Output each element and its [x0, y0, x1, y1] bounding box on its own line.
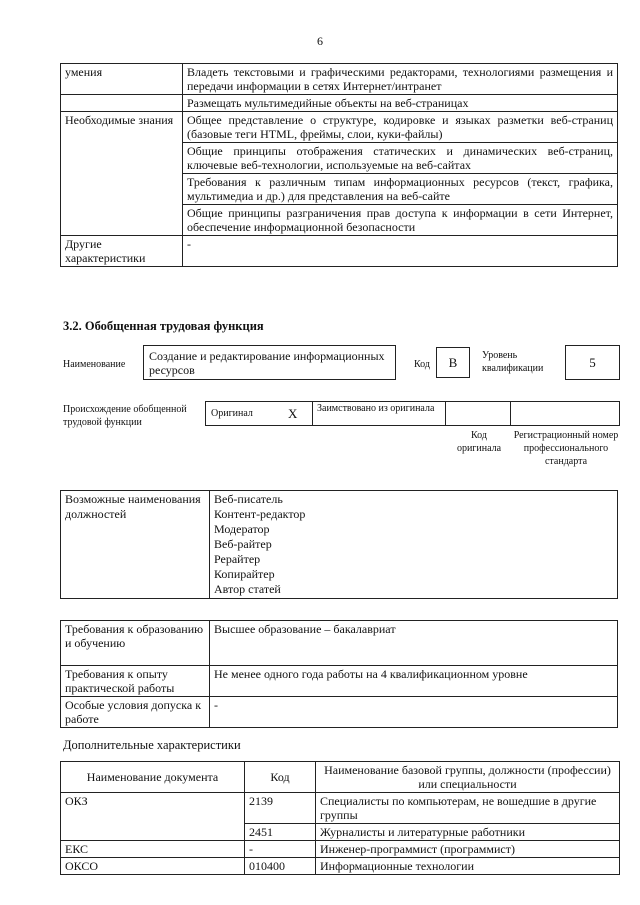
reg-number-label: Регистрационный номер профессионального стандарта — [513, 430, 619, 467]
borrowed-cell: Заимствовано из оригинала — [312, 401, 446, 426]
list-item: Контент-редактор — [214, 507, 306, 521]
additional-title: Дополнительные характеристики — [63, 738, 241, 752]
column-header: Наименование базовой группы, должности (профессии) или специальности — [316, 762, 620, 793]
list-item: Рерайтер — [214, 552, 261, 566]
row-value: Общие принципы отображения статических и динамических веб-страниц, ключевые веб-технологии, используемые на веб-сайтах — [183, 143, 618, 174]
table-row — [61, 64, 618, 95]
section-title: 3.2. Обобщенная трудовая функция — [63, 319, 264, 333]
requirements-table — [60, 620, 618, 728]
row-label-empty — [61, 95, 183, 112]
column-header: Наименование документа — [61, 762, 245, 793]
level-label: Уровень квалификации — [482, 350, 544, 374]
page-number: 6 — [317, 34, 323, 48]
table-row — [61, 112, 618, 143]
row-label: Другие характеристики — [61, 236, 183, 267]
table-row — [61, 666, 618, 697]
table-row — [61, 697, 618, 728]
cell-name: Инженер-программист (программист) — [316, 841, 620, 858]
list-item: Веб-писатель — [214, 492, 283, 506]
origin-code-cell — [445, 401, 511, 426]
list-item: Копирайтер — [214, 567, 275, 581]
original-cell — [205, 401, 313, 426]
skills-table — [60, 63, 618, 267]
code-value: B — [436, 347, 470, 378]
row-value: Требования к различным типам информационных ресурсов (текст, графика, мультимедиа и др.) для представления на веб-сайте — [183, 174, 618, 205]
requirement-value: Высшее образование – бакалавриат — [210, 621, 618, 666]
column-header: Код — [245, 762, 316, 793]
requirement-value: - — [210, 697, 618, 728]
list-item: Веб-райтер — [214, 537, 272, 551]
list-item: Модератор — [214, 522, 270, 536]
row-value: Общие принципы разграничения прав доступа к информации в сети Интернет, обеспечение информационной безопасности — [183, 205, 618, 236]
cell-doc: ОКСО — [61, 858, 245, 875]
original-label: Оригинал — [211, 408, 253, 419]
table-header-row — [61, 762, 620, 793]
cell-code: 010400 — [245, 858, 316, 875]
positions-label: Возможные наименования должностей — [61, 491, 210, 599]
table-row — [61, 841, 620, 858]
requirement-label: Особые условия допуска к работе — [61, 697, 210, 728]
table-row — [61, 621, 618, 666]
row-value: - — [183, 236, 618, 267]
cell-code: - — [245, 841, 316, 858]
table-row — [61, 95, 618, 112]
origin-code-label: Код оригинала — [456, 430, 502, 454]
cell-doc: ЕКС — [61, 841, 245, 858]
code-label: Код — [414, 359, 430, 370]
row-value: Общее представление о структуре, кодировке и языках разметки веб-страниц (базовые теги HTML, фреймы, слои, куки-файлы) — [183, 112, 618, 143]
row-value: Размещать мультимедийные объекты на веб-страницах — [183, 95, 618, 112]
table-row — [61, 793, 620, 824]
original-mark: X — [288, 406, 298, 421]
table-row — [61, 491, 618, 599]
cell-name: Информационные технологии — [316, 858, 620, 875]
cell-code: 2451 — [245, 824, 316, 841]
table-row — [61, 858, 620, 875]
cell-doc: ОКЗ — [61, 793, 245, 841]
list-item: Автор статей — [214, 582, 281, 596]
level-value: 5 — [565, 345, 620, 380]
name-label: Наименование — [63, 359, 126, 370]
positions-table — [60, 490, 618, 599]
cell-code: 2139 — [245, 793, 316, 824]
function-name: Создание и редактирование информационных ресурсов — [143, 345, 396, 380]
cell-name: Журналисты и литературные работники — [316, 824, 620, 841]
row-label: Необходимые знания — [61, 112, 183, 236]
row-value: Владеть текстовыми и графическими редакторами, технологиями размещения и передачи информации в сетях Интернет/интранет — [183, 64, 618, 95]
requirement-value: Не менее одного года работы на 4 квалификационном уровне — [210, 666, 618, 697]
positions-list — [210, 491, 618, 599]
additional-table — [60, 761, 620, 875]
cell-name: Специалисты по компьютерам, не вошедшие в другие группы — [316, 793, 620, 824]
table-row — [61, 236, 618, 267]
requirement-label: Требования к опыту практической работы — [61, 666, 210, 697]
reg-number-cell — [510, 401, 620, 426]
requirement-label: Требования к образованию и обучению — [61, 621, 210, 666]
row-label: умения — [61, 64, 183, 95]
origin-label: Происхождение обобщенной трудовой функции — [63, 404, 187, 428]
